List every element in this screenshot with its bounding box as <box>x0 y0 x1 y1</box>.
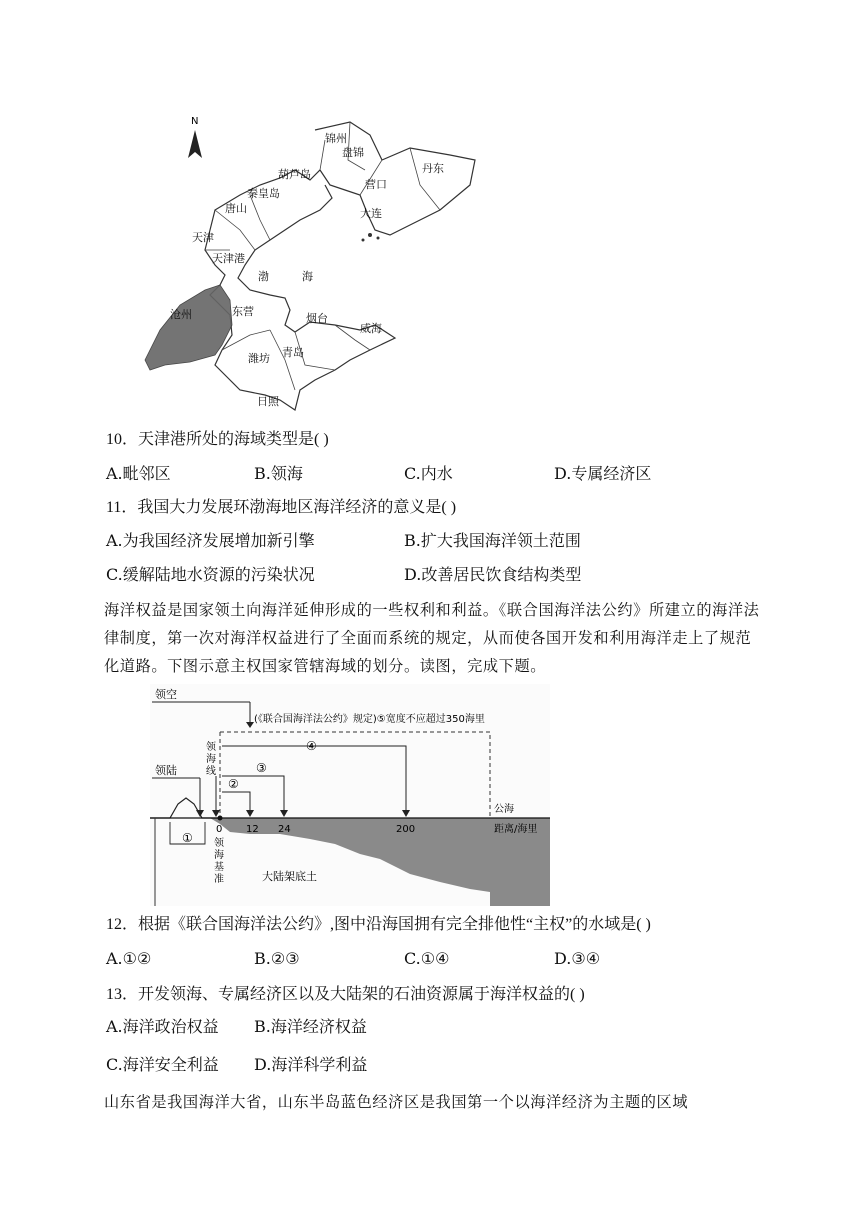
q13-option-b[interactable]: B.海洋经济权益 <box>254 1017 367 1036</box>
mark-4: ④ <box>306 739 317 753</box>
airspace-label: 领空 <box>155 688 177 701</box>
place-label: 海 <box>302 270 313 283</box>
q12-option-c[interactable]: C.①④ <box>404 949 450 968</box>
q13-option-a[interactable]: A.海洋政治权益 <box>106 1017 219 1036</box>
q11-option-c[interactable]: C.缓解陆地水资源的污染状况 <box>106 565 315 584</box>
maritime-zones-diagram <box>150 684 550 906</box>
place-label: 盘锦 <box>342 146 364 159</box>
place-label: 青岛 <box>282 346 304 359</box>
q11-option-a[interactable]: A.为我国经济发展增加新引擎 <box>106 531 315 550</box>
north-arrow-icon <box>188 116 202 158</box>
place-label: 秦皇岛 <box>247 187 280 200</box>
baseline-label: 基 <box>214 862 224 873</box>
q11-option-b[interactable]: B.扩大我国海洋领土范围 <box>404 531 581 550</box>
q12-stem: 12．根据《联合国海洋法公约》,图中沿海国拥有完全排他性“主权”的水域是( ) <box>106 916 651 933</box>
place-label: 丹东 <box>422 162 444 175</box>
land-label: 领陆 <box>155 764 177 777</box>
q13-stem: 13．开发领海、专属经济区以及大陆架的石油资源属于海洋权益的( ) <box>106 986 585 1003</box>
distance-label: 距离/海里 <box>494 824 538 835</box>
place-label: 天津港 <box>212 252 245 265</box>
territorial-line-label: 线 <box>206 766 216 777</box>
high-seas-label: 公海 <box>494 804 514 815</box>
tick-0: 0 <box>216 824 223 835</box>
shandong-paragraph: 山东省是我国海洋大省，山东半岛蓝色经济区是我国第一个以海洋经济为主题的区域 <box>104 1093 689 1111</box>
bohai-map <box>120 100 490 420</box>
north-label: N <box>191 116 199 127</box>
convention-label: (《联合国海洋法公约》规定)⑤宽度不应超过350海里 <box>254 714 485 725</box>
place-label: 锦州 <box>325 132 347 145</box>
shelf-label: 大陆架底土 <box>262 870 317 883</box>
tick-24: 24 <box>278 824 291 835</box>
place-label: 威海 <box>360 322 382 335</box>
q10-option-b[interactable]: B.领海 <box>254 464 303 483</box>
intro-paragraph: 海洋权益是国家领土向海洋延伸形成的一些权利和利益。《联合国海洋法公约》所建立的海洋法律制度，第一次对海洋权益进行了全面而系统的规定，从而使各国开发和利用海洋走上了规范化道路。下图示意主权国家管辖海域的划分。读图，完成下题。 <box>104 601 760 675</box>
territorial-line-label: 领 <box>206 742 216 753</box>
mark-1: ① <box>182 831 193 845</box>
q11-option-d[interactable]: D.改善居民饮食结构类型 <box>404 565 582 584</box>
q10-stem: 10．天津港所处的海域类型是( ) <box>106 431 329 448</box>
place-label: 日照 <box>257 395 279 408</box>
place-label: 东营 <box>232 305 254 318</box>
mark-2: ② <box>228 777 239 791</box>
place-label: 天津 <box>192 231 214 244</box>
place-label: 潍坊 <box>248 352 270 365</box>
q12-option-a[interactable]: A.①② <box>106 949 152 968</box>
place-label: 渤 <box>258 270 269 283</box>
q12-option-b[interactable]: B.②③ <box>254 949 300 968</box>
territorial-line-label: 海 <box>206 754 216 765</box>
place-label: 大连 <box>360 207 382 220</box>
place-label: 烟台 <box>306 312 328 325</box>
place-label: 沧州 <box>170 308 192 321</box>
tick-200: 200 <box>396 824 416 835</box>
place-label: 唐山 <box>225 202 247 215</box>
q11-stem: 11．我国大力发展环渤海地区海洋经济的意义是( ) <box>106 499 457 516</box>
q10-option-c[interactable]: C.内水 <box>404 464 453 483</box>
q13-option-d[interactable]: D.海洋科学利益 <box>254 1055 368 1074</box>
baseline-label: 海 <box>214 850 224 861</box>
q10-option-a[interactable]: A.毗邻区 <box>106 464 171 483</box>
tick-12: 12 <box>246 824 259 835</box>
q13-option-c[interactable]: C.海洋安全利益 <box>106 1055 219 1074</box>
baseline-label: 准 <box>214 874 224 885</box>
q10-option-d[interactable]: D.专属经济区 <box>554 464 652 483</box>
mark-3: ③ <box>256 761 267 775</box>
place-label: 营口 <box>365 178 387 191</box>
q12-option-d[interactable]: D.③④ <box>554 949 601 968</box>
baseline-label: 领 <box>214 838 224 849</box>
place-label: 葫芦岛 <box>278 168 311 181</box>
